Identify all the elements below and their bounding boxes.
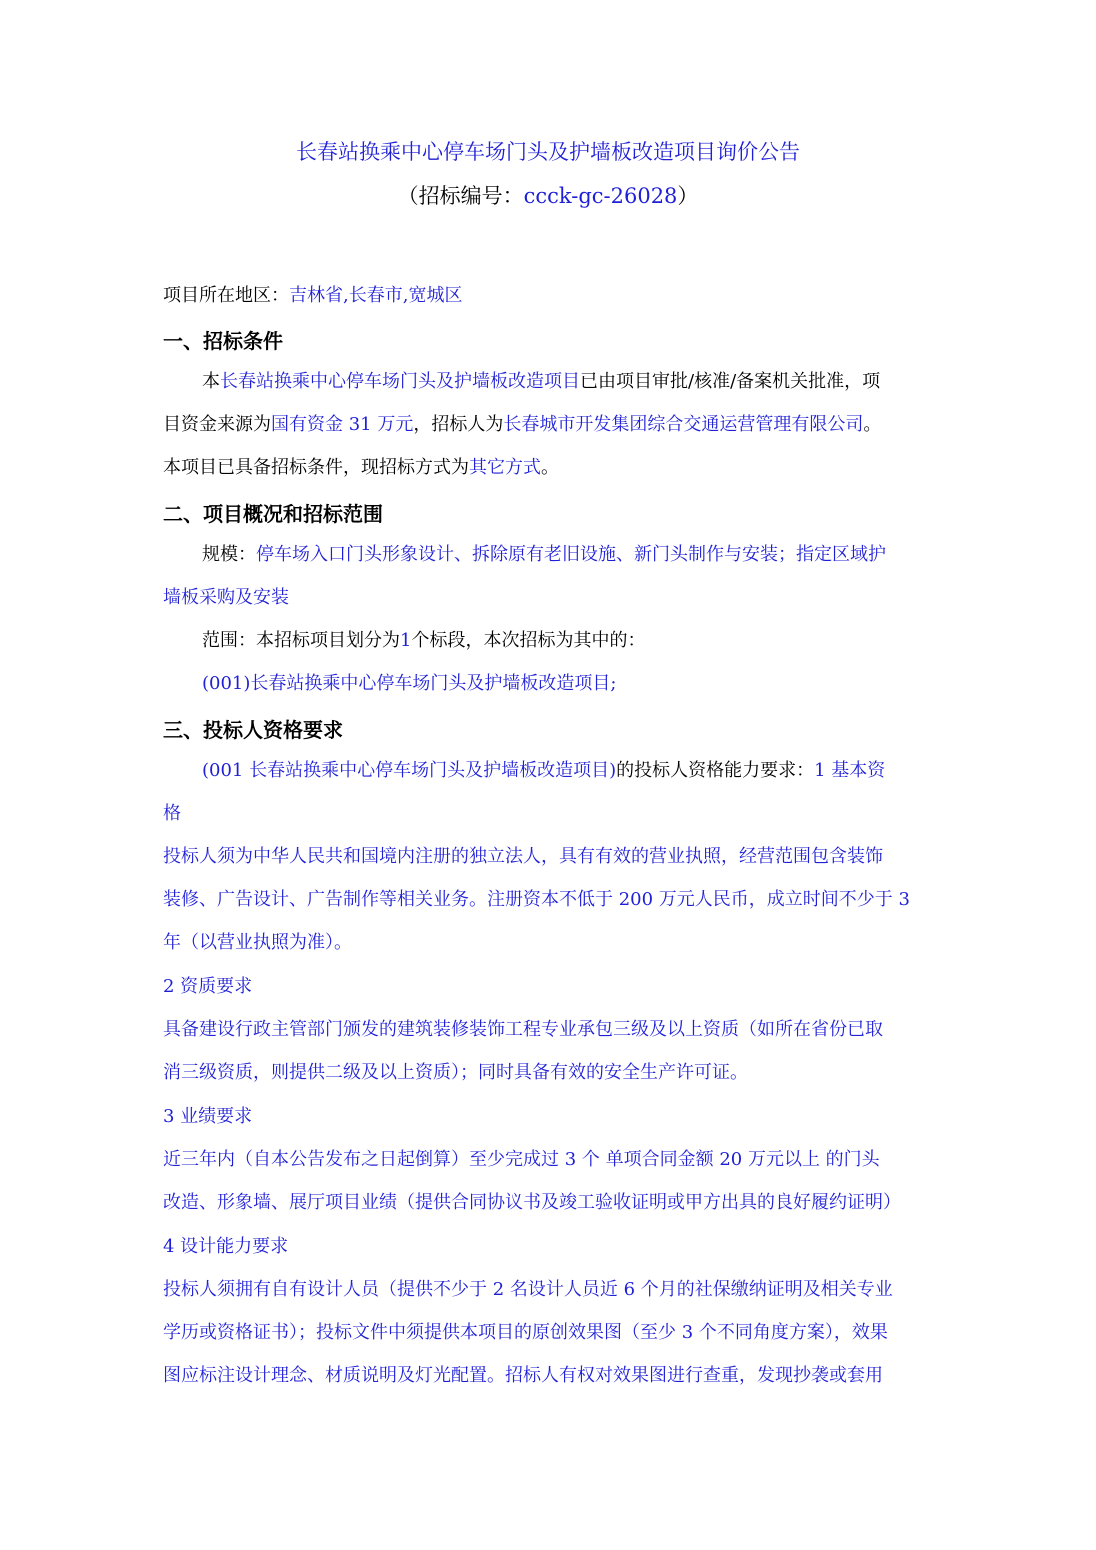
s3-line-4: 装修、广告设计、广告制作等相关业务。注册资本不低于 200 万元人民币，成立时间不少于 3 <box>163 889 910 910</box>
s1-line-1 <box>202 369 982 395</box>
s3-line-10: 近三年内（自本公告发布之日起倒算）至少完成过 3 个 单项合同金额 20 万元以上 的门头 <box>163 1149 880 1170</box>
s3-text: 1 基本资 <box>814 760 886 781</box>
s3-line-6: 2 资质要求 <box>163 976 253 997</box>
s3-line-5: 年（以营业执照为准）。 <box>163 932 352 953</box>
project-name: 长春站换乘中心停车场门头及护墙板改造项目 <box>220 371 580 392</box>
s3-line-12: 4 设计能力要求 <box>163 1236 289 1257</box>
tender-code-suffix: ） <box>677 184 699 208</box>
document-title: 长春站换乘中心停车场门头及护墙板改造项目询价公告 <box>296 140 800 164</box>
s3-line-14: 学历或资格证书）；投标文件中须提供本项目的原创效果图（至少 3 个不同角度方案），效果 <box>163 1322 888 1343</box>
section-2-heading: 二、项目概况和招标范围 <box>163 502 383 526</box>
s3-line-13: 投标人须拥有自有设计人员（提供不少于 2 名设计人员近 6 个月的社保缴纳证明及相关专业 <box>163 1279 893 1300</box>
tender-code-value: ccck-gc-26028 <box>523 184 678 208</box>
tender-code <box>0 180 1096 210</box>
s3-line-8: 消三级资质，则提供二级及以上资质）；同时具备有效的安全生产许可证。 <box>163 1062 748 1083</box>
section-1-heading: 一、招标条件 <box>163 329 283 353</box>
lot-ref: (001 长春站换乘中心停车场门头及护墙板改造项目) <box>202 760 617 781</box>
s1-text: 本项目已具备招标条件，现招标方式为 <box>163 457 469 478</box>
s3-text: 的投标人资格能力要求： <box>616 760 815 781</box>
lot-count: 1 <box>400 630 412 651</box>
scale-label: 规模： <box>202 544 256 565</box>
section-3-heading: 三、投标人资格要求 <box>163 718 343 742</box>
fund-source: 国有资金 31 万元 <box>271 414 414 435</box>
s2-line-1 <box>202 542 982 568</box>
s1-text: 。 <box>541 457 559 478</box>
lot-item: (001)长春站换乘中心停车场门头及护墙板改造项目; <box>202 673 617 694</box>
s2-line-2: 墙板采购及安装 <box>163 587 289 608</box>
s1-text: 目资金来源为 <box>163 414 271 435</box>
tender-code-prefix: （招标编号： <box>397 184 524 208</box>
s2-line-3 <box>202 628 982 654</box>
s1-text: ，招标人为 <box>413 414 504 435</box>
s1-text: 本 <box>202 371 220 392</box>
scope-label: 范围：本招标项目划分为 <box>202 630 400 651</box>
s3-line-11: 改造、形象墙、展厅项目业绩（提供合同协议书及竣工验收证明或甲方出具的良好履约证明） <box>163 1192 901 1213</box>
s3-line-15: 图应标注设计理念、材质说明及灯光配置。招标人有权对效果图进行查重，发现抄袭或套用 <box>163 1365 883 1386</box>
scope-text: 个标段，本次招标为其中的： <box>411 630 646 651</box>
s3-line-7: 具备建设行政主管部门颁发的建筑装修装饰工程专业承包三级及以上资质（如所在省份已取 <box>163 1019 883 1040</box>
tenderer-name: 长春城市开发集团综合交通运营管理有限公司 <box>503 414 864 435</box>
region-value: 吉林省,长春市,宽城区 <box>289 285 463 306</box>
region-line <box>163 283 943 309</box>
s1-text: 已由项目审批/核准/备案机关批准，项 <box>580 371 881 392</box>
region-label: 项目所在地区： <box>163 285 289 306</box>
s1-line-2 <box>163 412 943 438</box>
s3-line-3: 投标人须为中华人民共和国境内注册的独立法人，具有有效的营业执照，经营范围包含装饰 <box>163 846 883 867</box>
s1-text: 。 <box>863 414 882 435</box>
scale-text: 停车场入口门头形象设计、拆除原有老旧设施、新门头制作与安装；指定区域护 <box>256 544 886 565</box>
tender-method: 其它方式 <box>469 457 541 478</box>
s3-line-1 <box>202 758 982 784</box>
s3-line-2: 格 <box>163 803 181 824</box>
s3-line-9: 3 业绩要求 <box>163 1106 253 1127</box>
s1-line-3 <box>163 455 943 481</box>
